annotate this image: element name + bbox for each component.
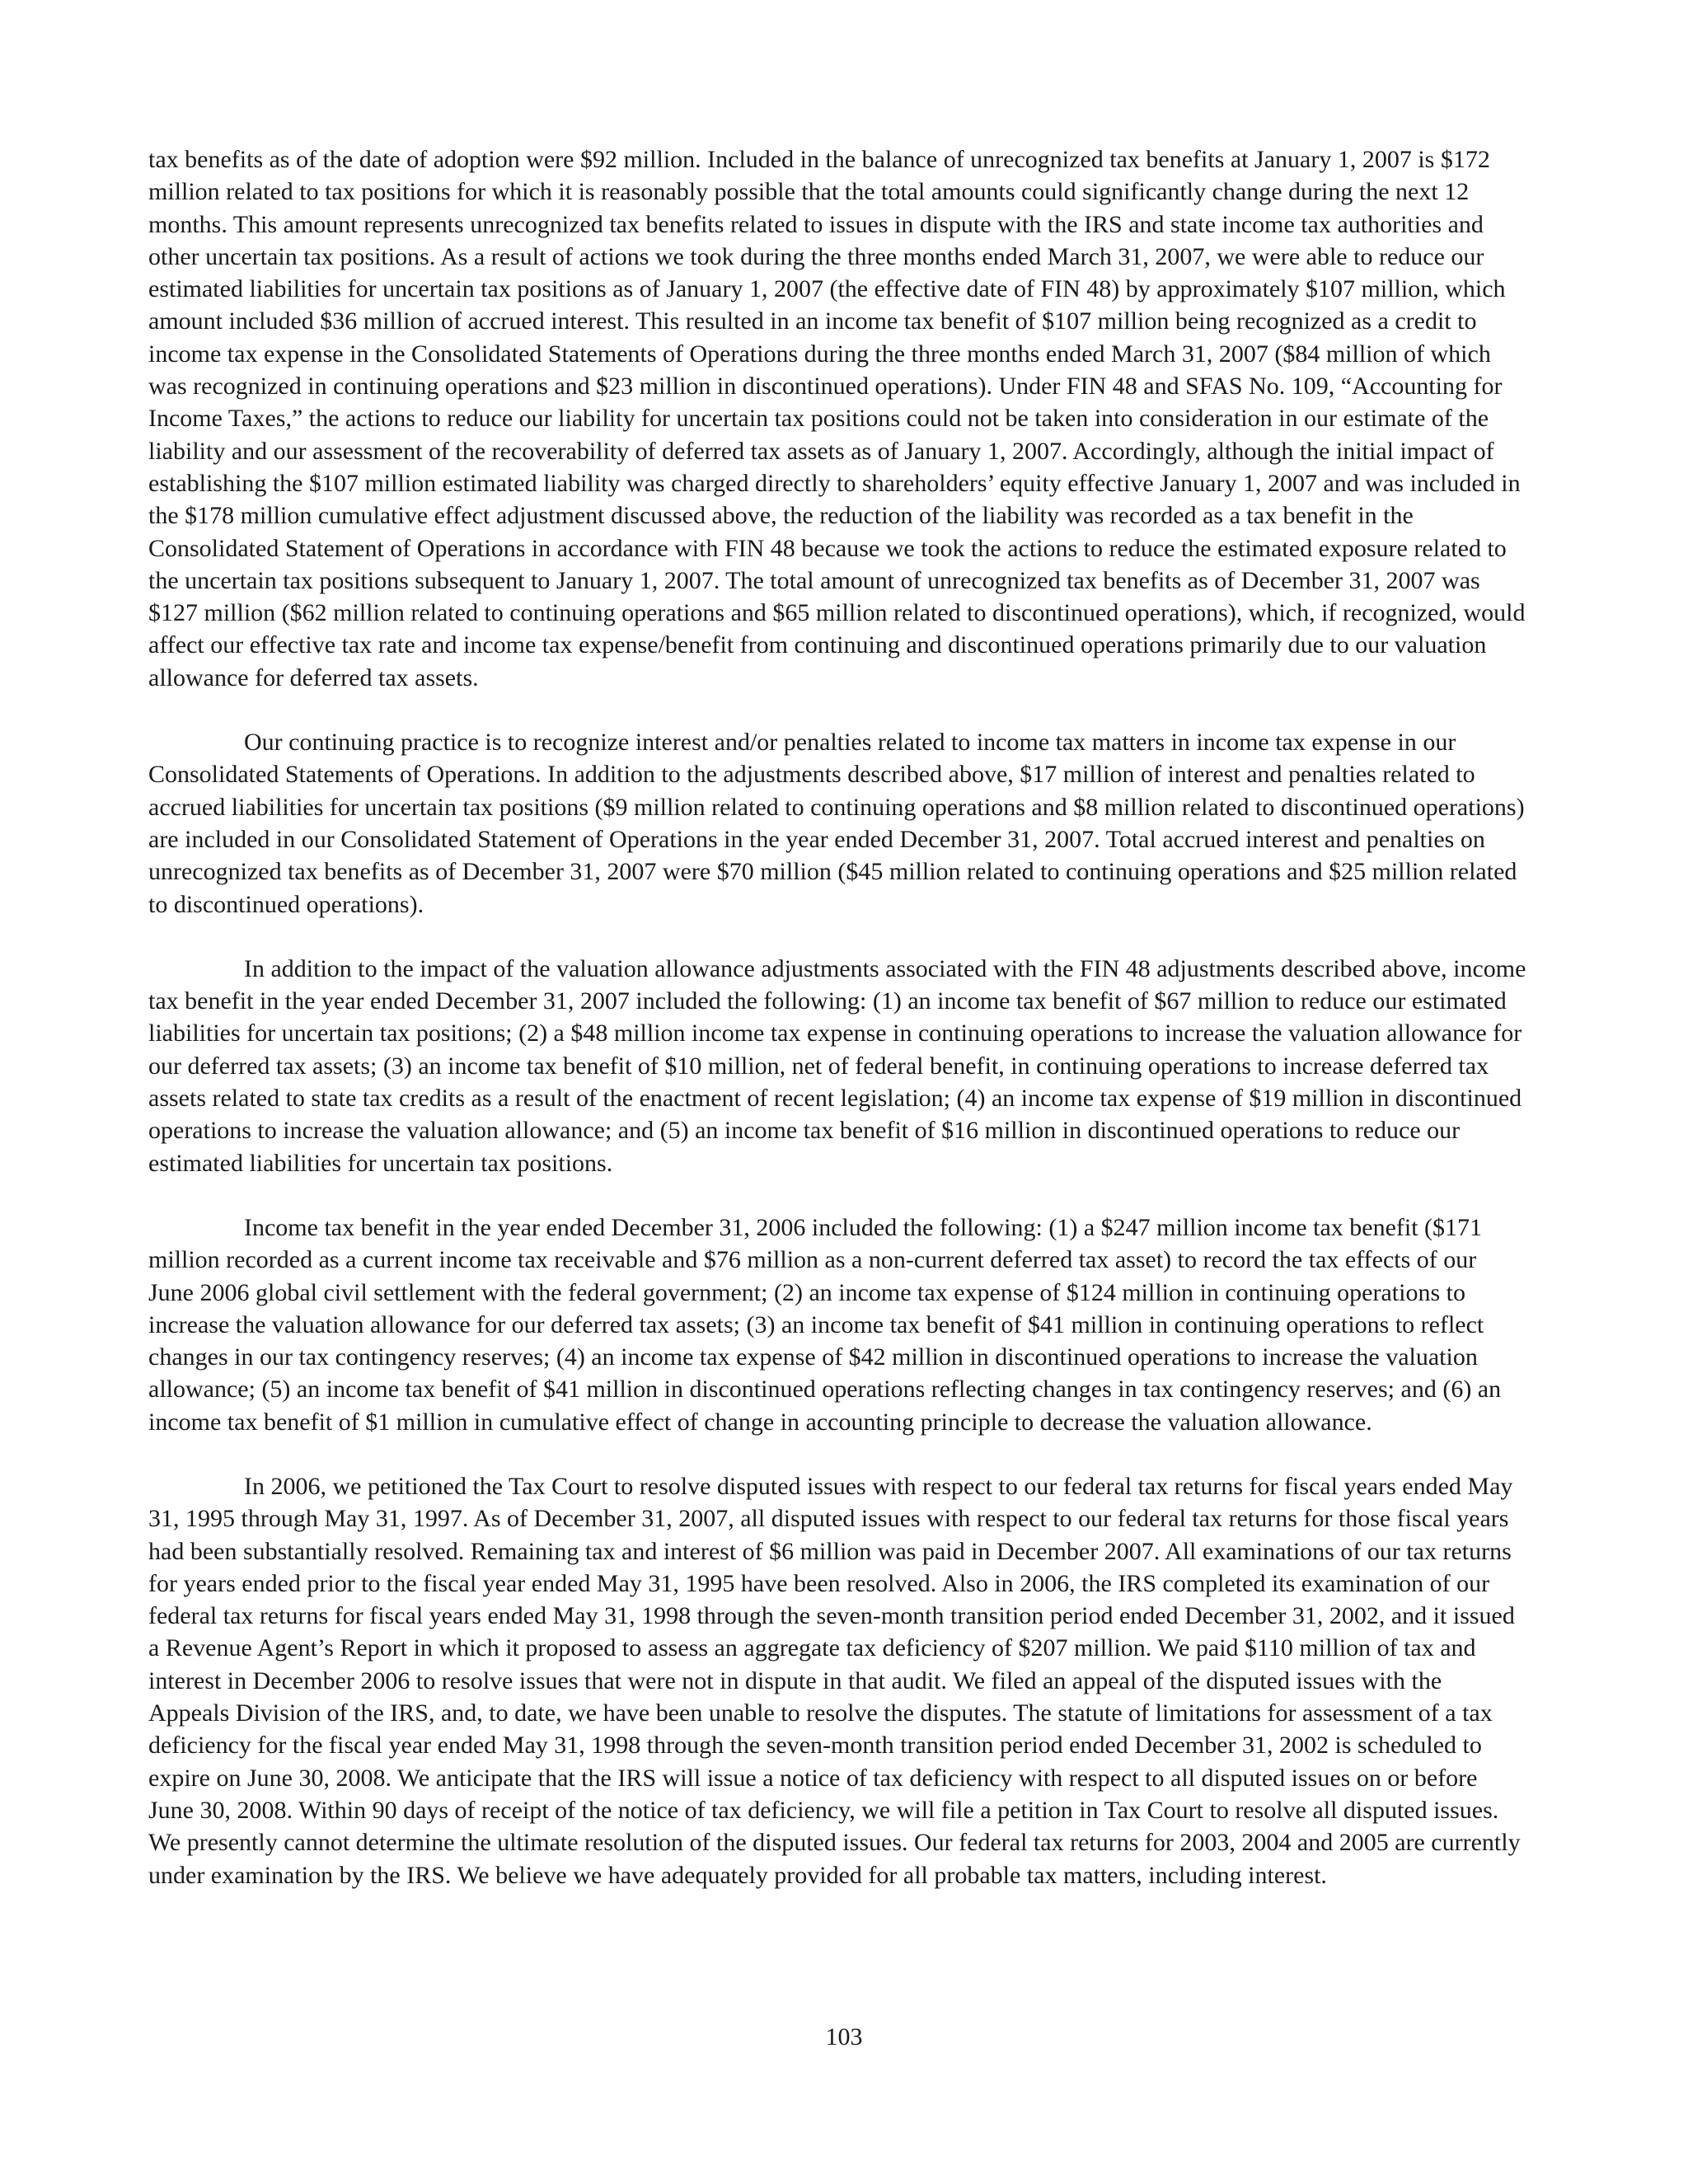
paragraph-interest-and-penalties: Our continuing practice is to recognize interest and/or penalties related to income tax matters in income tax expense in our Consolidated Statements of Operations. In addition to the adjustments described above, $17 million of interest and penalties related to accrued liabilities for uncertain tax positions ($9 million related to continuing operations and $8 million related to discontinued operations) are included in our Consolidated Statement of Operations in the year ended December 31, 2007. Total accrued interest and penalties on unrecognized tax benefits as of December 31, 2007 were $70 million ($45 million related to continuing operations and $25 million related to discontinued operations). bbox=[148, 729, 1525, 918]
document-body bbox=[148, 143, 1526, 1924]
paragraph-income-tax-benefit-2006: Income tax benefit in the year ended December 31, 2006 included the following: (1) a $247 million income tax benefit ($171 million recorded as a current income tax receivable and $76 million as a non-current deferred tax asset) to record the tax effects of our June 2006 global civil settlement with the federal government; (2) an income tax expense of $124 million in continuing operations to increase the valuation allowance for our deferred tax assets; (3) an income tax benefit of $41 million in continuing operations to reflect changes in our tax contingency reserves; (4) an income tax expense of $42 million in discontinued operations to increase the valuation allowance; (5) an income tax benefit of $41 million in discontinued operations reflecting changes in tax contingency reserves; and (6) an income tax benefit of $1 million in cumulative effect of change in accounting principle to decrease the valuation allowance. bbox=[148, 1213, 1502, 1436]
page-number: 103 bbox=[825, 2023, 863, 2050]
paragraph-unrecognized-tax-benefits: tax benefits as of the date of adoption were $92 million. Included in the balance of unrecognized tax benefits at January 1, 2007 is $172 million related to tax positions for which it is reasonably possible that the total amounts could significantly change during the next 12 months. This amount represents unrecognized tax benefits related to issues in dispute with the IRS and state income tax authorities and other uncertain tax positions. As a result of actions we took during the three months ended March 31, 2007, we were able to reduce our estimated liabilities for uncertain tax positions as of January 1, 2007 (the effective date of FIN 48) by approximately $107 million, which amount included $36 million of accrued interest. This resulted in an income tax benefit of $107 million being recognized as a credit to income tax expense in the Consolidated Statements of Operations during the three months ended March 31, 2007 ($84 million of which was recognized in continuing operations and $23 million in discontinued operations). Under FIN 48 and SFAS No. 109, “Accounting for Income Taxes,” the actions to reduce our liability for uncertain tax positions could not be taken into consideration in our estimate of the liability and our assessment of the recoverability of deferred tax assets as of January 1, 2007. Accordingly, although the initial impact of establishing the $107 million estimated liability was charged directly to shareholders’ equity effective January 1, 2007 and was included in the $178 million cumulative effect adjustment discussed above, the reduction of the liability was recorded as a tax benefit in the Consolidated Statement of Operations in accordance with FIN 48 because we took the actions to reduce the estimated exposure related to the uncertain tax positions subsequent to January 1, 2007. The total amount of unrecognized tax benefits as of December 31, 2007 was $127 million ($62 million related to continuing operations and $65 million related to discontinued operations), which, if recognized, would affect our effective tax rate and income tax expense/benefit from continuing and discontinued operations primarily due to our valuation allowance for deferred tax assets. bbox=[148, 146, 1526, 691]
paragraph-tax-court-petition: In 2006, we petitioned the Tax Court to resolve disputed issues with respect to our federal tax returns for fiscal years ended May 31, 1995 through May 31, 1997. As of December 31, 2007, all disputed issues with respect to our federal tax returns for those fiscal years had been substantially resolved. Remaining tax and interest of $6 million was paid in December 2007. All examinations of our tax returns for years ended prior to the fiscal year ended May 31, 1995 have been resolved. Also in 2006, the IRS completed its examination of our federal tax returns for fiscal years ended May 31, 1998 through the seven-month transition period ended December 31, 2002, and it issued a Revenue Agent’s Report in which it proposed to assess an aggregate tax deficiency of $207 million. We paid $110 million of tax and interest in December 2006 to resolve issues that were not in dispute in that audit. We filed an appeal of the disputed issues with the Appeals Division of the IRS, and, to date, we have been unable to resolve the disputes. The statute of limitations for assessment of a tax deficiency for the fiscal year ended May 31, 1998 through the seven-month transition period ended December 31, 2002 is scheduled to expire on June 30, 2008. We anticipate that the IRS will issue a notice of tax deficiency with respect to all disputed issues on or before June 30, 2008. Within 90 days of receipt of the notice of tax deficiency, we will file a petition in Tax Court to resolve all disputed issues. We presently cannot determine the ultimate resolution of the disputed issues. Our federal tax returns for 2003, 2004 and 2005 are currently under examination by the IRS. We believe we have adequately provided for all probable tax matters, including interest. bbox=[148, 1472, 1521, 1889]
paragraph-income-tax-benefit-2007: In addition to the impact of the valuation allowance adjustments associated with the FIN 48 adjustments described above, income tax benefit in the year ended December 31, 2007 included the following: (1) an income tax benefit of $67 million to reduce our estimated liabilities for uncertain tax positions; (2) a $48 million income tax expense in continuing operations to increase the valuation allowance for our deferred tax assets; (3) an income tax benefit of $10 million, net of federal benefit, in continuing operations to increase deferred tax assets related to state tax credits as a result of the enactment of recent legislation; (4) an income tax expense of $19 million in discontinued operations to increase the valuation allowance; and (5) an income tax benefit of $16 million in discontinued operations to reduce our estimated liabilities for uncertain tax positions. bbox=[148, 954, 1526, 1177]
